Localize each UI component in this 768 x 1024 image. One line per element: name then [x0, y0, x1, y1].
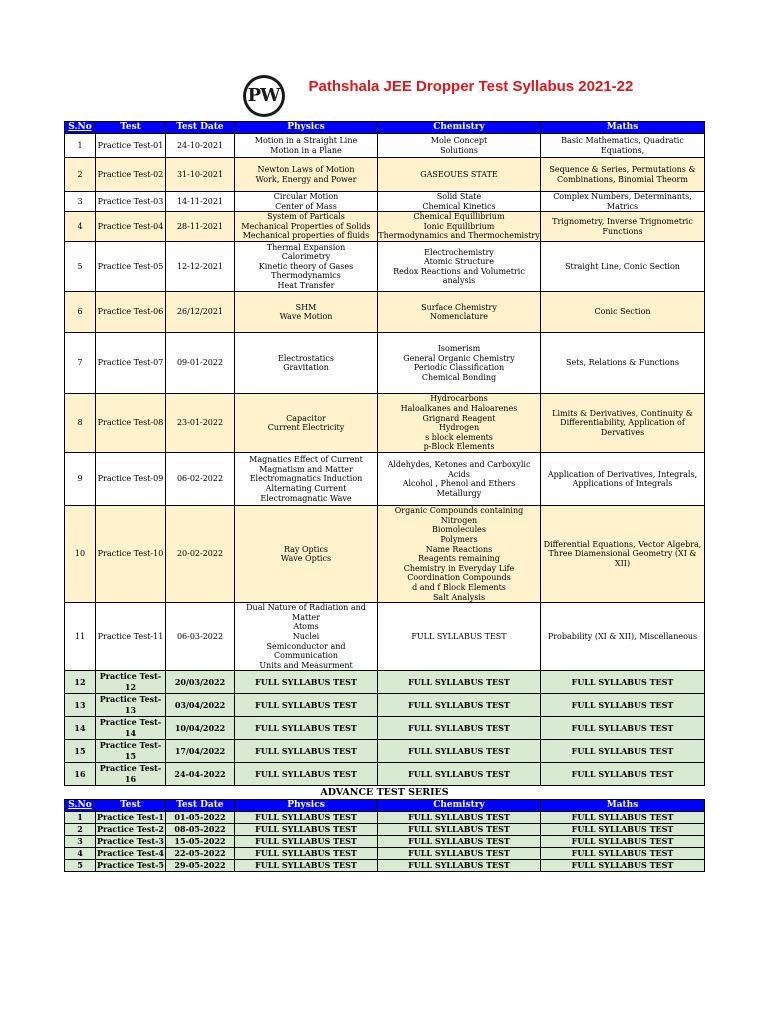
chemistry-cell-line: Organic Compounds containing Nitrogen [394, 506, 524, 525]
test-cell: Practice Test-09 [96, 453, 166, 506]
header-test: Test [96, 800, 166, 812]
physics-cell-line: Calorimetry [281, 252, 331, 262]
table-row [65, 694, 705, 717]
test-cell: Practice Test-15 [96, 740, 166, 763]
physics-cell-line: Semiconductor and Communication [266, 641, 346, 661]
test-cell: Practice Test-16 [96, 763, 166, 786]
table-row [65, 506, 705, 603]
maths-cell-line: Probability (XI & XII), Miscellaneous [547, 631, 698, 641]
sno-cell: 10 [65, 506, 96, 603]
chemistry-cell-line: Mole Concept [430, 135, 488, 145]
maths-cell [541, 192, 705, 212]
table-row [65, 333, 705, 394]
chemistry-cell-line: Aldehydes, Ketones and Carboxylic Acids [387, 460, 531, 479]
header-maths: Maths [541, 122, 705, 134]
date-cell: 24-04-2022 [166, 763, 235, 786]
test-cell: Practice Test-06 [96, 292, 166, 333]
maths-cell-line: Combinations, Binomial Theorm [557, 174, 688, 184]
physics-cell: FULL SYLLABUS TEST [235, 824, 378, 836]
maths-cell: FULL SYLLABUS TEST [541, 848, 705, 860]
date-cell: 20/03/2022 [166, 671, 235, 694]
maths-cell: FULL SYLLABUS TEST [541, 694, 705, 717]
maths-cell: FULL SYLLABUS TEST [541, 763, 705, 786]
maths-cell-line: Conic Section [594, 307, 651, 317]
chemistry-cell: FULL SYLLABUS TEST [378, 812, 541, 824]
physics-cell: FULL SYLLABUS TEST [235, 812, 378, 824]
header-chemistry: Chemistry [378, 800, 541, 812]
physics-cell-line: Kinetic theory of Gases [258, 261, 354, 271]
maths-cell [541, 603, 705, 671]
date-cell: 10/04/2022 [166, 717, 235, 740]
date-cell: 29-05-2022 [166, 860, 235, 872]
table-row [65, 848, 705, 860]
physics-cell [235, 158, 378, 192]
physics-cell-line: Work, Energy and Power [255, 174, 357, 184]
physics-cell-line: Newton Laws of Motion [257, 164, 355, 174]
chemistry-cell-line: Chemical Equillibrium [413, 212, 505, 222]
physics-cell: FULL SYLLABUS TEST [235, 848, 378, 860]
physics-cell-line: Magnatics Effect of Current [249, 455, 363, 465]
chemistry-cell-line: Name Reactions [425, 544, 493, 554]
maths-cell-line: Straight Line, Conic Section [565, 261, 680, 271]
test-cell: Practice Test-2 [97, 824, 164, 835]
chemistry-cell: FULL SYLLABUS TEST [378, 763, 541, 786]
chemistry-cell: FULL SYLLABUS TEST [378, 860, 541, 872]
date-cell: 23-01-2022 [166, 394, 235, 453]
physics-cell: FULL SYLLABUS TEST [235, 836, 378, 848]
physics-cell: FULL SYLLABUS TEST [235, 740, 378, 763]
date-cell: 12-12-2021 [166, 242, 235, 292]
date-cell: 15-05-2022 [166, 836, 235, 848]
chemistry-cell-line: Metallurgy [436, 488, 482, 498]
test-cell: Practice Test-1 [97, 812, 164, 823]
physics-cell-line: Alternating Current [265, 483, 347, 493]
test-cell: Practice Test-3 [97, 836, 164, 847]
maths-cell-line: Dervatives [600, 427, 645, 437]
physics-cell-line: Electrostatics [278, 353, 334, 363]
physics-cell [235, 192, 378, 212]
chemistry-cell-line: Coordination Compounds [407, 573, 511, 583]
chemistry-cell-line: Reagents remaining [418, 554, 500, 564]
header-maths: Maths [541, 800, 705, 812]
header-sno: S.No [65, 122, 96, 134]
header-chemistry: Chemistry [378, 122, 541, 134]
table-row [65, 740, 705, 763]
chemistry-cell-line: Solid State [436, 192, 482, 201]
physics-cell: FULL SYLLABUS TEST [235, 694, 378, 717]
chemistry-cell: FULL SYLLABUS TEST [378, 740, 541, 763]
advance-section-title: ADVANCE TEST SERIES [65, 786, 705, 800]
chemistry-cell-line: Chemical Kinetics [422, 201, 496, 211]
date-cell: 14-11-2021 [166, 192, 235, 212]
chemistry-cell [378, 506, 541, 603]
physics-cell: FULL SYLLABUS TEST [235, 671, 378, 694]
sno-cell: 4 [65, 212, 96, 242]
header-date: Test Date [166, 800, 235, 812]
chemistry-cell [378, 333, 541, 394]
physics-cell [235, 212, 378, 242]
date-cell: 26/12/2021 [166, 292, 235, 333]
physics-cell-line: System of Particals [267, 212, 345, 222]
date-cell: 06-03-2022 [166, 603, 235, 671]
maths-cell-line: Differential Equations, Vector Algebra, [543, 539, 702, 549]
physics-cell-line: SHM [295, 302, 317, 312]
syllabus-sheet [64, 64, 704, 872]
test-cell: Practice Test-13 [96, 694, 166, 717]
chemistry-cell-line: p-Block Elements [423, 442, 495, 452]
chemistry-cell-line: Salt Analysis [432, 592, 486, 602]
chemistry-cell [378, 242, 541, 292]
table-row [65, 292, 705, 333]
chemistry-cell [378, 394, 541, 453]
sno-cell: 2 [65, 158, 96, 192]
maths-cell: FULL SYLLABUS TEST [541, 836, 705, 848]
test-cell: Practice Test-07 [96, 333, 166, 394]
chemistry-cell-line: Chemistry in Everyday Life [403, 563, 515, 573]
chemistry-cell [378, 603, 541, 671]
table-row [65, 192, 705, 212]
table-row [65, 824, 705, 836]
physics-cell-line: Motion in a Plane [270, 145, 342, 155]
maths-cell-line: Applications of Integrals [572, 479, 673, 489]
sno-cell: 14 [65, 717, 96, 740]
test-cell: Practice Test-03 [96, 192, 166, 212]
sno-cell: 15 [65, 740, 96, 763]
table-row [65, 394, 705, 453]
chemistry-cell-line: Grignard Reagent [422, 413, 496, 423]
chemistry-cell-line: GASEOUES STATE [420, 169, 498, 179]
physics-cell-line: Electromagnatic Wave [260, 493, 352, 503]
date-cell: 03/04/2022 [166, 694, 235, 717]
maths-cell-line: Differentiability, Application of [560, 418, 685, 428]
physics-cell: FULL SYLLABUS TEST [235, 717, 378, 740]
test-cell: Practice Test-4 [97, 848, 164, 859]
physics-cell-line: Mechanical properties of fluids [242, 231, 370, 241]
maths-cell-line: Application of Derivatives, Integrals, [547, 469, 698, 479]
table-row [65, 763, 705, 786]
sno-cell: 8 [65, 394, 96, 453]
sno-cell: 5 [65, 860, 96, 872]
maths-cell [541, 453, 705, 506]
test-cell: Practice Test-01 [96, 134, 166, 158]
date-cell: 28-11-2021 [166, 212, 235, 242]
maths-cell-line: Complex Numbers, Determinants, Matrics [553, 192, 692, 211]
table-row [65, 212, 705, 242]
physics-cell-line: Units and Measurment [259, 660, 353, 670]
sno-cell: 2 [65, 824, 96, 836]
physics-cell-line: Wave Optics [280, 554, 332, 564]
physics-cell [235, 333, 378, 394]
chemistry-cell-line: Chemical Bonding [421, 372, 497, 382]
chemistry-cell-line: Haloalkanes and Haloarenes [400, 404, 518, 413]
chemistry-cell-line: Solutions [440, 145, 478, 155]
pw-logo [243, 75, 285, 117]
physics-cell-line: Center of Mass [275, 201, 337, 211]
chemistry-cell: FULL SYLLABUS TEST [378, 671, 541, 694]
sno-cell: 4 [65, 848, 96, 860]
maths-cell-line: Trignometry, Inverse Trignometric [552, 217, 693, 227]
chemistry-cell-line: Alcohol , Phenol and Ethers [402, 479, 516, 489]
chemistry-cell-line: Periodic Classification [413, 363, 505, 373]
chemistry-cell [378, 292, 541, 333]
table-header-row [65, 122, 705, 134]
chemistry-cell-line: Polymers [440, 534, 478, 544]
pw-logo-text: PW [247, 85, 280, 106]
maths-cell-line: Sets, Relations & Functions [566, 358, 679, 368]
table-row [65, 860, 705, 872]
physics-cell-line: Magnatism and Matter [259, 464, 353, 474]
chemistry-cell-line: Thermodynamics and Thermochemistry [378, 231, 540, 241]
sno-cell: 1 [65, 134, 96, 158]
physics-cell-line: Capacitor [286, 413, 326, 423]
chemistry-cell: FULL SYLLABUS TEST [378, 836, 541, 848]
physics-cell [235, 506, 378, 603]
maths-cell-line: Basic Mathematics, Quadratic Equations, [561, 135, 684, 155]
chemistry-cell: FULL SYLLABUS TEST [378, 694, 541, 717]
maths-cell [541, 333, 705, 394]
chemistry-cell: FULL SYLLABUS TEST [378, 717, 541, 740]
chemistry-cell-line: d and f Block Elements [412, 582, 506, 592]
table-row [65, 242, 705, 292]
date-cell: 22-05-2022 [166, 848, 235, 860]
physics-cell [235, 134, 378, 158]
test-cell: Practice Test-10 [96, 506, 166, 603]
date-cell: 17/04/2022 [166, 740, 235, 763]
test-cell: Practice Test-02 [96, 158, 166, 192]
chemistry-cell: FULL SYLLABUS TEST [378, 824, 541, 836]
header-sno: S.No [65, 800, 96, 812]
table-row [65, 812, 705, 824]
physics-cell-line: Atoms [293, 622, 319, 632]
physics-cell [235, 292, 378, 333]
date-cell: 08-05-2022 [166, 824, 235, 836]
physics-cell [235, 242, 378, 292]
sno-cell: 11 [65, 603, 96, 671]
chemistry-cell-line: FULL SYLLABUS TEST [411, 631, 507, 641]
chemistry-cell-line: s block elements [425, 432, 493, 442]
chemistry-cell-line: Ionic Equilibrium [423, 221, 495, 231]
advance-table [64, 786, 705, 872]
header-physics: Physics [235, 800, 378, 812]
header-date: Test Date [166, 122, 235, 134]
physics-cell-line: Ray Optics [283, 544, 329, 554]
header-test: Test [96, 122, 166, 134]
maths-cell-line: Sequence & Series, Permutations & [549, 164, 696, 174]
physics-cell-line: Thermodynamics [271, 271, 341, 281]
physics-cell [235, 394, 378, 453]
physics-cell-line: Thermal Expansion [266, 242, 346, 252]
maths-cell [541, 242, 705, 292]
chemistry-cell-line: Electrochemistry [424, 247, 494, 257]
table-row [65, 717, 705, 740]
physics-cell: FULL SYLLABUS TEST [235, 860, 378, 872]
page-title: Pathshala JEE Dropper Test Syllabus 2021-22 [308, 78, 634, 95]
chemistry-cell [378, 192, 541, 212]
chemistry-cell-line: Hydrocarbons [430, 394, 488, 404]
date-cell: 24-10-2021 [166, 134, 235, 158]
chemistry-cell-line: Biomolecules [432, 525, 486, 535]
physics-cell [235, 603, 378, 671]
physics-cell-line: Nuclei [292, 631, 320, 641]
title-header [65, 64, 705, 122]
maths-cell-line: Functions [602, 226, 643, 236]
physics-cell-line: Gravitation [283, 363, 329, 373]
maths-cell: FULL SYLLABUS TEST [541, 671, 705, 694]
chemistry-cell-line: Redox Reactions and Volumetric analysis [393, 266, 525, 286]
physics-cell: FULL SYLLABUS TEST [235, 763, 378, 786]
table-row [65, 836, 705, 848]
advance-header-row [65, 800, 705, 812]
physics-cell-line: Mechanical Properties of Solids [241, 221, 371, 231]
maths-cell [541, 292, 705, 333]
test-cell: Practice Test-5 [97, 860, 164, 871]
date-cell: 31-10-2021 [166, 158, 235, 192]
physics-cell-line: Dual Nature of Radiation and Matter [246, 603, 366, 622]
physics-cell-line: Current Electricity [267, 423, 345, 433]
chemistry-cell [378, 158, 541, 192]
maths-cell: FULL SYLLABUS TEST [541, 740, 705, 763]
physics-cell-line: Electromagnatics Induction [249, 474, 363, 484]
maths-cell [541, 506, 705, 603]
sno-cell: 6 [65, 292, 96, 333]
physics-cell-line: Wave Motion [279, 312, 333, 322]
date-cell: 20-02-2022 [166, 506, 235, 603]
sno-cell: 7 [65, 333, 96, 394]
test-cell: Practice Test-12 [96, 671, 166, 694]
sno-cell: 3 [65, 192, 96, 212]
sno-cell: 3 [65, 836, 96, 848]
chemistry-cell-line: Hydrogen [438, 423, 480, 433]
maths-cell: FULL SYLLABUS TEST [541, 860, 705, 872]
physics-cell-line: Circular Motion [273, 192, 339, 201]
sno-cell: 16 [65, 763, 96, 786]
date-cell: 01-05-2022 [166, 812, 235, 824]
chemistry-cell-line: Atomic Structure [424, 257, 494, 267]
syllabus-table [64, 64, 705, 786]
maths-cell [541, 212, 705, 242]
table-row [65, 671, 705, 694]
date-cell: 09-01-2022 [166, 333, 235, 394]
table-row [65, 603, 705, 671]
sno-cell: 13 [65, 694, 96, 717]
table-row [65, 134, 705, 158]
sno-cell: 12 [65, 671, 96, 694]
maths-cell: FULL SYLLABUS TEST [541, 824, 705, 836]
maths-cell: FULL SYLLABUS TEST [541, 717, 705, 740]
maths-cell-line: Limits & Derivatives, Continuity & [552, 408, 693, 418]
chemistry-cell-line: Surface Chemistry [421, 302, 497, 312]
physics-cell [235, 453, 378, 506]
test-cell: Practice Test-04 [96, 212, 166, 242]
test-cell: Practice Test-05 [96, 242, 166, 292]
chemistry-cell-line: Isomerism [437, 344, 481, 353]
sno-cell: 1 [65, 812, 96, 824]
chemistry-cell [378, 134, 541, 158]
physics-cell-line: Motion in a Straight Line [254, 135, 358, 145]
chemistry-cell [378, 453, 541, 506]
maths-cell [541, 158, 705, 192]
test-cell: Practice Test-11 [96, 603, 166, 671]
sno-cell: 9 [65, 453, 96, 506]
maths-cell: FULL SYLLABUS TEST [541, 812, 705, 824]
test-cell: Practice Test-08 [96, 394, 166, 453]
physics-cell-line: Heat Transfer [277, 281, 335, 291]
date-cell: 06-02-2022 [166, 453, 235, 506]
chemistry-cell [378, 212, 541, 242]
maths-cell-line: Three Diamensional Geometry (XI & XII) [548, 549, 697, 568]
sno-cell: 5 [65, 242, 96, 292]
chemistry-cell-line: General Organic Chemistry [403, 353, 515, 363]
table-row [65, 158, 705, 192]
table-row [65, 453, 705, 506]
maths-cell [541, 394, 705, 453]
test-cell: Practice Test-14 [96, 717, 166, 740]
chemistry-cell-line: Nomenclature [429, 312, 489, 322]
maths-cell [541, 134, 705, 158]
header-physics: Physics [235, 122, 378, 134]
chemistry-cell: FULL SYLLABUS TEST [378, 848, 541, 860]
